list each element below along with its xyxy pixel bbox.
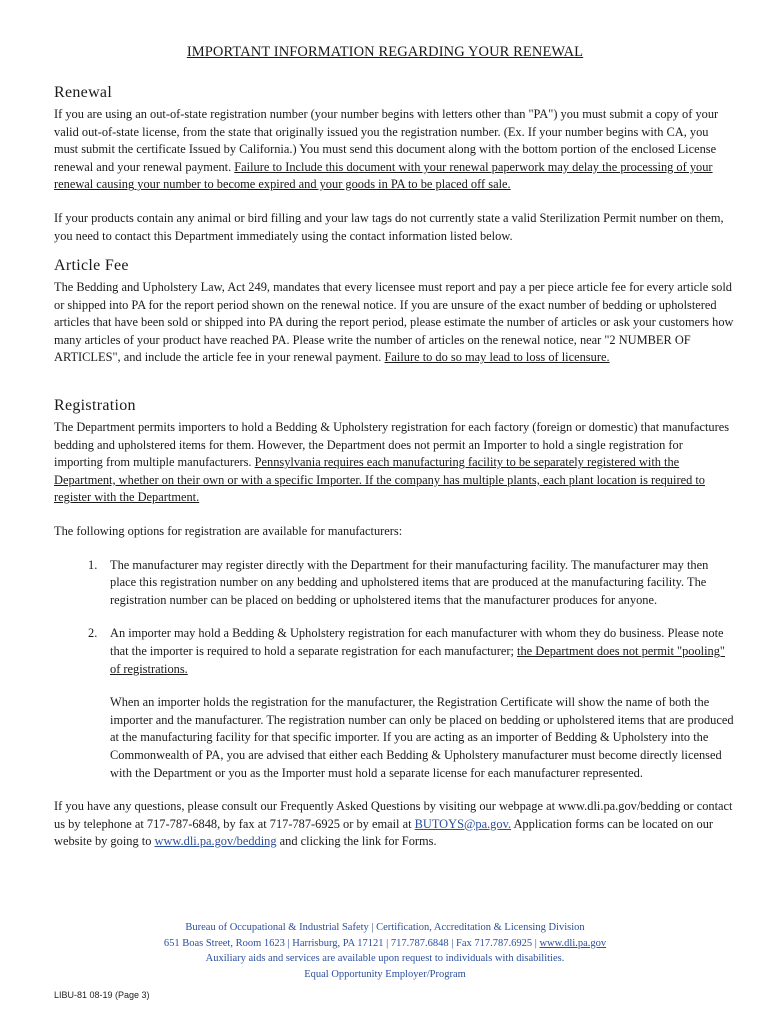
article-fee-section (54, 257, 734, 367)
article-fee-heading: Article Fee (54, 257, 129, 274)
footer-address: 651 Boas Street, Room 1623 | Harrisburg, PA 17121 | 717.787.6848 | Fax 717.787.6925 | (163, 937, 540, 949)
option-1-number: 1. (88, 557, 98, 572)
option-2-detail: When an importer holds the registration for the manufacturer, the Registration Certificate will show the name of both the importer and the manufacturer. The registration number can only be placed on bedding or upholstered items that are produced at the manufacturing facility for that specific importer. If you are acting as an importer of Bedding & Upholstery into the Commonwealth of PA, you are advised that either each Bedding & Upholstery manufacturer must become directly licensed with the Department or you as the Importer must hold a separate license for each manufacturer represented. (110, 695, 734, 780)
registration-section (54, 397, 734, 851)
registration-p1-underlined: Pennsylvania requires each manufacturing facility to be separately registered with the Department, whether on their own or with a specific Importer. If the company has multiple plants, each plant location is required to register with the Department. (54, 455, 705, 505)
contact-text-2: Application forms can be located on our website by going to (54, 816, 714, 849)
renewal-section (54, 84, 734, 245)
contact-text-3: and clicking the link for Forms. (276, 834, 437, 849)
registration-options-list (54, 557, 734, 783)
form-code: LIBU-81 08-19 (Page 3) (54, 990, 150, 1000)
renewal-p1-underlined: Failure to Include this document with your renewal paperwork may delay the processing of your renewal causing your number to become expired and your goods in PA to be placed off sale. (54, 159, 713, 192)
footer-line-2 (0, 936, 770, 952)
page-footer (0, 920, 770, 982)
option-2-number: 2. (88, 626, 98, 641)
footer-line-3: Auxiliary aids and services are available upon request to individuals with disabilities. (205, 953, 565, 964)
article-fee-text: The Bedding and Upholstery Law, Act 249, mandates that every licensee must report and pay a per piece article fee for every article sold or shipped into PA for the report period shown on the renewal notice. If you are unsure of the exact number of bedding or upholstered articles that have been sold or shipped into PA during the report period, please estimate the number of articles or ask your customers how many articles of your product have reached PA. Please write the number of articles on the renewal notice, near "2 NUMBER OF ARTICLES", and include the article fee in your renewal payment. (54, 280, 734, 365)
footer-line-4: Equal Opportunity Employer/Program (304, 968, 466, 980)
footer-website-link[interactable]: www.dli.pa.gov (539, 937, 607, 949)
footer-line-1: Bureau of Occupational & Industrial Safety | Certification, Accreditation & Licensing Division (185, 922, 585, 933)
registration-options-intro: The following options for registration are available for manufacturers: (54, 523, 403, 538)
website-link[interactable]: www.dli.pa.gov/bedding (154, 834, 277, 849)
option-1-text: The manufacturer may register directly with the Department for their manufacturing facility. The manufacturer may then place this registration number on any bedding and upholstered items that are produced at the manufacturing facility. The registration number can be placed on bedding or upholstered items that the manufacturer produces for anyone. (110, 557, 709, 607)
list-item (54, 625, 734, 782)
article-fee-underlined: Failure to do so may lead to loss of licensure. (384, 350, 610, 365)
page-title: IMPORTANT INFORMATION REGARDING YOUR RENEWAL (186, 44, 584, 60)
option-2-underlined: the Department does not permit "pooling" of registrations. (110, 643, 725, 676)
renewal-p1-text: If you are using an out-of-state registration number (your number begins with letters other than "PA") you must submit a copy of your valid out-of-state license, from the state that originally issued you the registration number. (Ex. If your number begins with CA, you must submit the certificate Issued by California.) You must send this document along with the bottom portion of the enclosed License renewal and your renewal payment. (54, 107, 719, 174)
option-2-text: An importer may hold a Bedding & Upholstery registration for each manufacturer with whom they do business. Please note that the importer is required to hold a separate registration for each manufacturer; (110, 626, 724, 658)
registration-p1-text: The Department permits importers to hold a Bedding & Upholstery registration for each factory (foreign or domestic) that manufactures bedding and upholstered items for them. However, the Department does not permit an Importer to hold a single registration for importing from multiple manufacturers. (54, 420, 730, 470)
renewal-paragraph-1 (54, 106, 734, 194)
list-item (54, 557, 734, 610)
renewal-heading: Renewal (54, 84, 113, 101)
email-link[interactable]: BUTOYS@pa.gov. (414, 816, 512, 831)
registration-heading: Registration (54, 397, 136, 414)
contact-text-1: If you have any questions, please consult our Frequently Asked Questions by visiting our webpage at www.dli.pa.gov/bedding or contact us by telephone at 717-787-6848, by fax at 717-787-6925 or by email at (54, 799, 733, 831)
registration-paragraph-1 (54, 419, 734, 507)
article-fee-paragraph (54, 279, 734, 367)
contact-paragraph (54, 798, 734, 851)
option-2-paragraph (110, 625, 734, 678)
renewal-paragraph-2: If your products contain any animal or bird filling and your law tags do not currently state a valid Sterilization Permit number on them, you need to contact this Department immediately using the contact information listed below. (54, 210, 724, 243)
